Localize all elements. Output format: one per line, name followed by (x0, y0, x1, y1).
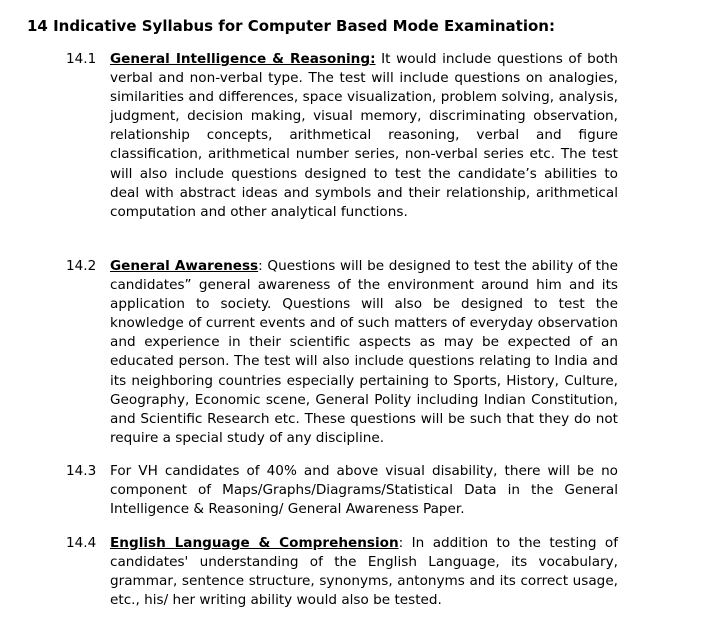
syllabus-item-english-language (66, 534, 618, 610)
item-body: : In addition to the testing of candidates' understanding of the English Language, its vocabulary, grammar, sentence structure, synonyms, antonyms and its correct usage, etc., his/ her writing ability would also be tested. (110, 535, 618, 609)
item-number: 14.1 (66, 51, 97, 67)
item-text: For VH candidates of 40% and above visual disability, there will be no component of Maps/Graphs/Diagrams/Statistical Data in the General Intelligence & Reasoning/ General Awareness Paper. (110, 463, 618, 518)
syllabus-item-general-awareness (66, 257, 618, 448)
syllabus-item-general-intelligence (66, 50, 618, 222)
item-text (110, 257, 618, 448)
section-heading: 14 Indicative Syllabus for Computer Based Mode Examination: (27, 17, 555, 35)
item-term: General Awareness (110, 258, 259, 274)
item-number: 14.4 (66, 535, 97, 551)
item-term: English Language & Comprehension (110, 535, 399, 551)
item-body: It would include questions of both verbal and non-verbal type. The test will include questions on analogies, similarities and differences, space visualization, problem solving, analysis, judgment, decision making, visual memory, discriminating observation, relationship concepts, arithmetical reasoning, verbal and figure classification, arithmetical number series, non-verbal series etc. The test will also include questions designed to test the candidate’s abilities to deal with abstract ideas and symbols and their relationship, arithmetical computation and other analytical functions. (110, 51, 618, 220)
item-text (110, 534, 618, 610)
syllabus-item-vh-candidates (66, 462, 618, 519)
item-term: General Intelligence & Reasoning: (110, 51, 376, 67)
item-number: 14.2 (66, 258, 97, 274)
item-body: : Questions will be designed to test the ability of the candidates” general awareness of the environment around him and its application to society. Questions will also be designed to test the knowledge of current events and of such matters of everyday observation and experience in their scientific aspects as may be expected of an educated person. The test will also include questions relating to India and its neighboring countries especially pertaining to Sports, History, Culture, Geography, Economic scene, General Polity including Indian Constitution, and Scientific Research etc. These questions will be such that they do not require a special study of any discipline. (110, 258, 618, 446)
item-number: 14.3 (66, 463, 97, 479)
item-text (110, 50, 618, 222)
